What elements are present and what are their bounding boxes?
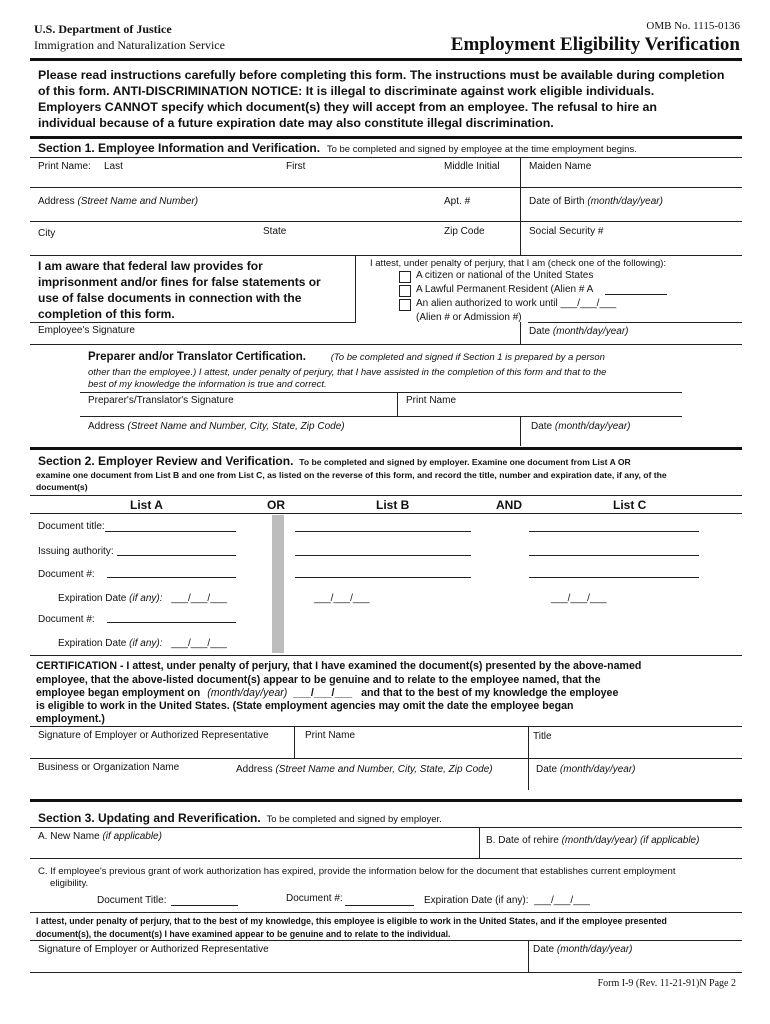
employee-signature-label: Employee's Signature bbox=[38, 325, 135, 336]
section-rule bbox=[30, 447, 742, 450]
rule bbox=[30, 322, 355, 323]
divider bbox=[520, 416, 521, 446]
divider bbox=[520, 322, 521, 344]
date-text: Date bbox=[529, 326, 551, 337]
rule bbox=[30, 344, 742, 345]
list-b-exp-date-blank[interactable]: ___/___/___ bbox=[314, 593, 370, 604]
cert-line: is eligible to work in the United States. (State employment agencies may omit the date the employee began bbox=[36, 700, 574, 712]
aware-line: imprisonment and/or fines for false statements or bbox=[38, 275, 321, 289]
section3-subtitle: To be completed and signed by employer. bbox=[266, 814, 442, 825]
divider bbox=[520, 157, 521, 187]
rehire-text: B. Date of rehire bbox=[486, 835, 559, 846]
section3-attest-line1: I attest, under penalty of perjury, that to the best of my knowledge, this employee is eligible to work in the United States, and if the employee presented bbox=[36, 916, 667, 926]
new-name-label bbox=[38, 831, 162, 842]
cert-line bbox=[36, 687, 618, 699]
s3-date-label bbox=[533, 944, 633, 955]
list-a-exp-date-2-blank[interactable]: ___/___/___ bbox=[171, 638, 227, 649]
lpr-checkbox[interactable] bbox=[399, 285, 411, 297]
employer-title-label: Title bbox=[533, 731, 552, 742]
cert-date-hint: (month/day/year) bbox=[207, 687, 288, 699]
list-a-doc-number-field[interactable] bbox=[107, 577, 236, 578]
rule bbox=[30, 513, 742, 514]
aware-line: use of false documents in connection with the bbox=[38, 291, 302, 305]
new-name-hint: (if applicable) bbox=[102, 831, 162, 842]
employer-date-label bbox=[536, 764, 636, 775]
attest-text: I attest, under penalty of perjury, that I am (check one of the following): bbox=[370, 258, 667, 269]
ssn-label: Social Security # bbox=[529, 226, 604, 237]
list-c-exp-date-blank[interactable]: ___/___/___ bbox=[551, 593, 607, 604]
section2-line3: document(s) bbox=[36, 482, 88, 492]
alien-checkbox[interactable] bbox=[399, 299, 411, 311]
preparer-title: Preparer and/or Translator Certification. bbox=[88, 351, 306, 363]
rule bbox=[30, 726, 742, 727]
section2-heading bbox=[38, 454, 631, 468]
rule bbox=[80, 416, 682, 417]
citizen-checkbox[interactable] bbox=[399, 271, 411, 283]
employer-signature-label: Signature of Employer or Authorized Representative bbox=[38, 730, 269, 741]
date-hint: (month/day/year) bbox=[556, 944, 633, 955]
list-a-heading: List A bbox=[130, 498, 163, 512]
alien-admission-field[interactable] bbox=[528, 322, 742, 323]
first-name-label: First bbox=[286, 161, 306, 172]
section-rule bbox=[30, 799, 742, 802]
rule bbox=[30, 221, 742, 222]
rule bbox=[30, 827, 742, 828]
preparer-date-label bbox=[531, 421, 631, 432]
divider bbox=[528, 758, 529, 790]
new-name-text: A. New Name bbox=[38, 831, 100, 842]
citizen-option: A citizen or national of the United States bbox=[416, 270, 594, 281]
address-hint: (Street Name and Number, City, State, Zip Code) bbox=[127, 421, 345, 432]
divider bbox=[520, 187, 521, 221]
exp-date-text: Expiration Date bbox=[58, 638, 127, 649]
preparer-line2: other than the employee.) I attest, under penalty of perjury, that I have assisted in the completion of this form and that to the bbox=[88, 367, 607, 378]
alien-date-blank[interactable]: ___/___/___ bbox=[560, 298, 617, 309]
rule bbox=[30, 758, 742, 759]
date-text: Date bbox=[533, 944, 555, 955]
doc-number-2-label: Document #: bbox=[38, 614, 95, 625]
list-b-heading: List B bbox=[376, 498, 410, 512]
omb-number: OMB No. 1115-0136 bbox=[646, 20, 740, 32]
preparer-address-label bbox=[88, 421, 345, 432]
city-label: City bbox=[38, 228, 56, 239]
s3-doc-title-field[interactable] bbox=[171, 905, 238, 906]
dob-text: Date of Birth bbox=[529, 196, 585, 207]
preparer-heading bbox=[88, 351, 605, 363]
header-rule bbox=[30, 58, 742, 61]
list-a-exp-date-blank[interactable]: ___/___/___ bbox=[171, 593, 227, 604]
last-name-label: Last bbox=[104, 161, 123, 172]
lpr-option: A Lawful Permanent Resident (Alien # A bbox=[416, 284, 594, 295]
date-hint: (month/day/year) bbox=[552, 326, 629, 337]
middle-initial-label: Middle Initial bbox=[444, 161, 500, 172]
employment-start-date-blank[interactable]: ___/___/___ bbox=[293, 687, 353, 699]
address-text: Address bbox=[38, 196, 75, 207]
section2-line2: examine one document from List B and one from List C, as listed on the reverse of this form, and record the title, number and expiration date, if any, of the bbox=[36, 470, 667, 480]
dob-hint: (month/day/year) bbox=[587, 196, 663, 207]
rehire-hint: (month/day/year) (if applicable) bbox=[561, 835, 700, 846]
preparer-line3: best of my knowledge the information is true and correct. bbox=[88, 379, 327, 390]
cert-start-text: employee began employment on bbox=[36, 687, 201, 699]
address-text: Address bbox=[236, 764, 273, 775]
list-c-doc-title-field[interactable] bbox=[529, 531, 699, 532]
divider bbox=[355, 255, 356, 323]
instructions-rule bbox=[30, 136, 742, 139]
address-hint: (Street Name and Number, City, State, Zip Code) bbox=[275, 764, 493, 775]
instruction-line: individual because of a future expiration date may also constitute illegal discrimination. bbox=[38, 116, 554, 130]
business-address-label bbox=[236, 764, 493, 775]
preparer-print-name-label: Print Name bbox=[406, 395, 457, 406]
alien-number-field[interactable] bbox=[605, 294, 667, 295]
exp-date-text: Expiration Date (if any): bbox=[424, 895, 529, 906]
divider bbox=[397, 392, 398, 416]
cert-line: employee, that the above-listed document(s) appear to be genuine and to relate to the employee named, that the bbox=[36, 674, 601, 686]
instruction-line: Employers CANNOT specify which document(s) they will accept from an employee. The refusal to hire an bbox=[38, 100, 657, 114]
employer-print-name-label: Print Name bbox=[305, 730, 356, 741]
agency-name: Immigration and Naturalization Service bbox=[34, 38, 225, 52]
list-b-issuing-field[interactable] bbox=[295, 555, 471, 556]
preparer-line1: (To be completed and signed if Section 1 is prepared by a person bbox=[330, 352, 605, 363]
list-a-doc-title-field[interactable] bbox=[105, 531, 236, 532]
divider bbox=[528, 726, 529, 758]
section2-line1: To be completed and signed by employer. Examine one document from List A OR bbox=[299, 457, 631, 467]
business-name-label: Business or Organization Name bbox=[38, 762, 180, 773]
exp-date-label bbox=[58, 593, 227, 604]
form-footer: Form I-9 (Rev. 11-21-91)N Page 2 bbox=[597, 978, 736, 989]
list-c-heading: List C bbox=[613, 498, 647, 512]
and-label: AND bbox=[496, 498, 522, 512]
rule bbox=[30, 495, 742, 496]
cert-line3-end: and that to the best of my knowledge the employee bbox=[361, 687, 619, 699]
cert-line: employment.) bbox=[36, 713, 105, 725]
rule bbox=[30, 940, 742, 941]
dob-label bbox=[529, 196, 663, 207]
rule bbox=[30, 255, 742, 256]
preparer-signature-label: Preparer's/Translator's Signature bbox=[88, 395, 234, 406]
address-hint: (Street Name and Number) bbox=[77, 196, 199, 207]
list-separator-bar bbox=[272, 515, 284, 653]
if-any-hint: (if any): bbox=[129, 593, 163, 604]
list-b-doc-title-field[interactable] bbox=[295, 531, 471, 532]
date-text: Date bbox=[531, 421, 553, 432]
section2-title: Section 2. Employer Review and Verification. bbox=[38, 454, 294, 468]
s3-signature-label: Signature of Employer or Authorized Representative bbox=[38, 944, 269, 955]
section3-attest-line2: document(s), the document(s) I have examined appear to be genuine and to relate to the individual. bbox=[36, 929, 451, 939]
aware-line: completion of this form. bbox=[38, 307, 175, 321]
aware-line: I am aware that federal law provides for bbox=[38, 259, 263, 273]
address-label bbox=[38, 196, 198, 207]
instruction-line: of this form. ANTI-DISCRIMINATION NOTICE: It is illegal to discriminate against work eligible individuals. bbox=[38, 84, 655, 98]
rule bbox=[80, 392, 682, 393]
section3-title: Section 3. Updating and Reverification. bbox=[38, 811, 261, 825]
doc-number-label: Document #: bbox=[38, 569, 95, 580]
list-c-doc-number-field[interactable] bbox=[529, 577, 699, 578]
divider bbox=[294, 726, 295, 758]
rehire-date-label bbox=[486, 835, 699, 846]
date-text: Date bbox=[536, 764, 558, 775]
exp-date-text: Expiration Date bbox=[58, 593, 127, 604]
rule bbox=[30, 972, 742, 973]
cert-line: CERTIFICATION - I attest, under penalty of perjury, that I have examined the document(s) presented by the above-named bbox=[36, 660, 642, 672]
exp-date-2-label bbox=[58, 638, 227, 649]
s3-doc-title-label: Document Title: bbox=[97, 895, 167, 906]
doc-title-label: Document title: bbox=[38, 521, 105, 532]
employee-date-label bbox=[529, 326, 629, 337]
alien-number-label: (Alien # or Admission #) bbox=[416, 312, 522, 323]
date-hint: (month/day/year) bbox=[559, 764, 636, 775]
section1-subtitle: To be completed and signed by employee at the time employment begins. bbox=[326, 144, 637, 155]
s3-exp-date-label bbox=[424, 895, 590, 906]
section3-heading bbox=[38, 811, 442, 825]
print-name-label: Print Name: bbox=[38, 161, 91, 172]
divider bbox=[528, 940, 529, 972]
list-a-issuing-field[interactable] bbox=[117, 555, 236, 556]
s3-doc-number-label: Document #: bbox=[286, 893, 343, 904]
department-name: U.S. Department of Justice bbox=[34, 22, 172, 36]
s3-exp-date-blank[interactable]: ___/___/___ bbox=[534, 895, 590, 906]
instruction-line: Please read instructions carefully before completing this form. The instructions must be available during completion bbox=[38, 68, 725, 82]
section3-c-line1: C. If employee's previous grant of work authorization has expired, provide the information below for the document that establishes current employment bbox=[38, 866, 676, 877]
alien-option bbox=[416, 298, 616, 309]
form-title: Employment Eligibility Verification bbox=[450, 34, 740, 55]
if-any-hint: (if any): bbox=[129, 638, 163, 649]
apt-label: Apt. # bbox=[444, 196, 471, 207]
state-label: State bbox=[263, 226, 287, 237]
divider bbox=[479, 827, 480, 858]
rule bbox=[30, 157, 742, 158]
address-text: Address bbox=[88, 421, 125, 432]
rule bbox=[30, 655, 742, 656]
section1-heading bbox=[38, 141, 637, 155]
section1-title: Section 1. Employee Information and Verification. bbox=[38, 141, 321, 155]
maiden-name-label: Maiden Name bbox=[529, 161, 592, 172]
rule bbox=[30, 912, 742, 913]
list-c-issuing-field[interactable] bbox=[529, 555, 699, 556]
date-hint: (month/day/year) bbox=[554, 421, 631, 432]
or-label: OR bbox=[267, 498, 285, 512]
section3-c-line2: eligibility. bbox=[50, 878, 89, 889]
list-b-doc-number-field[interactable] bbox=[295, 577, 471, 578]
list-a-doc-number-2-field[interactable] bbox=[107, 622, 236, 623]
rule bbox=[30, 187, 742, 188]
issuing-authority-label: Issuing authority: bbox=[38, 546, 114, 557]
s3-doc-number-field[interactable] bbox=[345, 905, 414, 906]
alien-option-text: An alien authorized to work until bbox=[416, 298, 558, 309]
rule bbox=[30, 858, 742, 859]
zip-label: Zip Code bbox=[444, 226, 485, 237]
divider bbox=[520, 221, 521, 255]
